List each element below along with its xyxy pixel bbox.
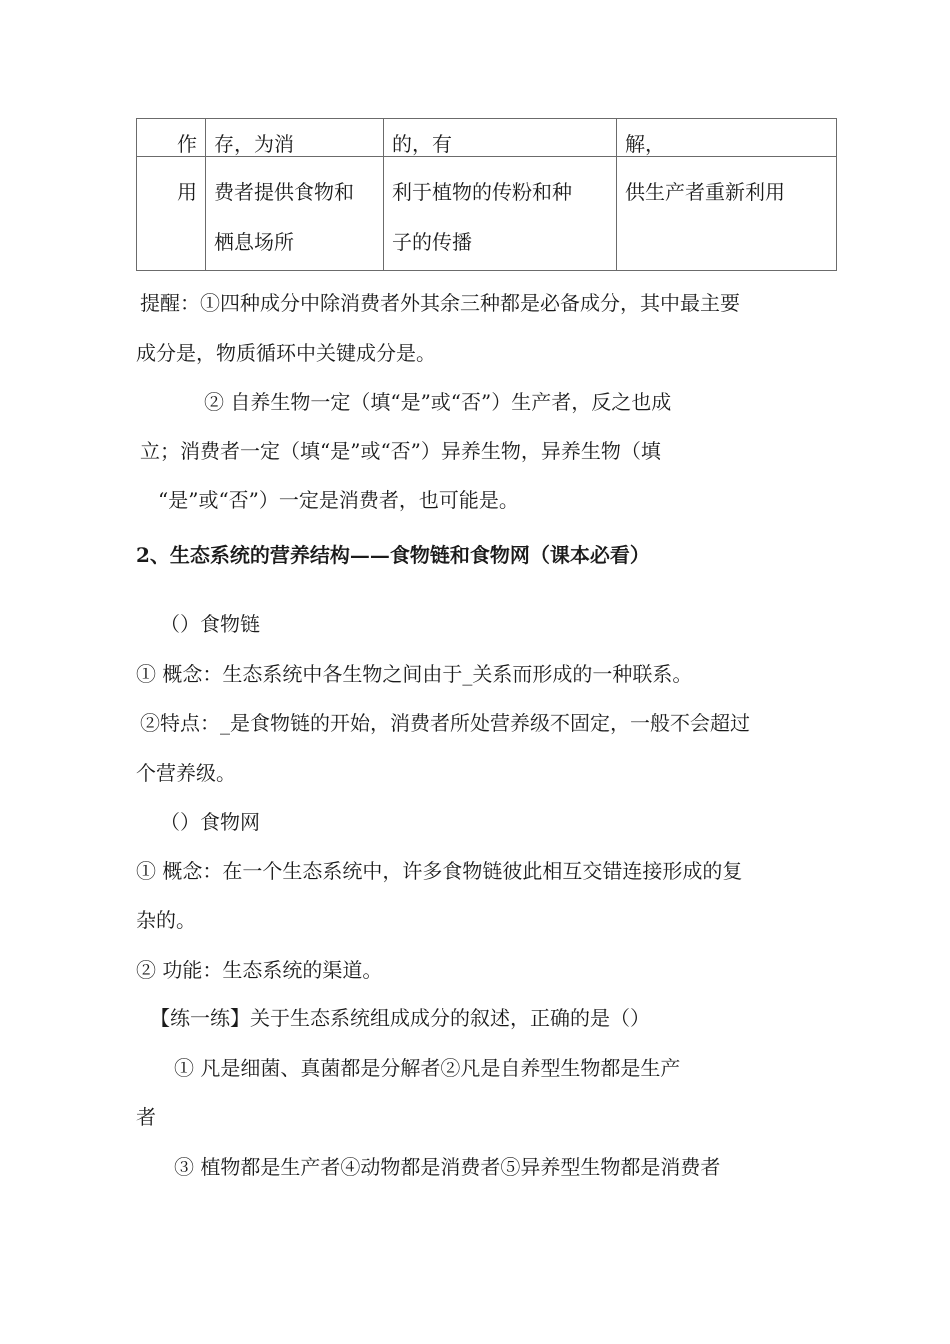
practice-option-line-2: ③ 植物都是生产者④动物都是消费者⑤异养型生物都是消费者 <box>174 1155 721 1179</box>
cell-line: 利于植物的传粉和种 <box>392 180 572 204</box>
subheading-food-web: （）食物网 <box>160 810 260 834</box>
table-row <box>137 157 837 271</box>
practice-option-line-1-cont: 者 <box>136 1105 156 1129</box>
table-cell <box>384 157 617 271</box>
cell-text: 存，为消 <box>214 132 294 156</box>
cell-text: 解， <box>625 132 665 156</box>
section-heading-text: 2、生态系统的营养结构——食物链和食物网（ <box>136 543 550 567</box>
tip-line-1-cont: 成分是，物质循环中关键成分是。 <box>136 341 436 365</box>
practice-question: 【练一练】关于生态系统组成成分的叙述，正确的是（） <box>150 1006 650 1030</box>
table-cell <box>617 157 837 271</box>
table-cell <box>206 119 384 157</box>
table-header-cell <box>137 157 206 271</box>
subheading-food-chain: （）食物链 <box>160 612 260 636</box>
cell-text: 的，有 <box>392 132 452 156</box>
cell-text <box>384 157 616 267</box>
cell-line: 供生产者重新利用 <box>625 180 785 204</box>
section-heading-close: ） <box>629 543 650 567</box>
table-cell <box>617 119 837 157</box>
table-cell <box>206 157 384 271</box>
tip-line-1: 提醒：①四种成分中除消费者外其余三种都是必备成分，其中最主要 <box>140 291 740 315</box>
tip-line-2-cont-1: 立；消费者一定（填“是”或“否”）异养生物，异养生物（填 <box>140 439 661 463</box>
food-web-concept-cont: 杂的。 <box>136 908 196 932</box>
cell-text <box>206 157 383 267</box>
food-chain-concept: ① 概念：生态系统中各生物之间由于_关系而形成的一种联系。 <box>136 662 693 686</box>
food-chain-feature: ②特点：_是食物链的开始，消费者所处营养级不固定，一般不会超过 <box>140 711 750 735</box>
food-web-function: ② 功能：生态系统的渠道。 <box>136 958 383 982</box>
food-chain-feature-cont: 个营养级。 <box>136 761 236 785</box>
function-table <box>136 118 837 271</box>
table-row <box>137 119 837 157</box>
tip-line-2-cont-2: “是”或“否”）一定是消费者，也可能是。 <box>158 488 519 512</box>
practice-option-line-1: ① 凡是细菌、真菌都是分解者②凡是自养型生物都是生产 <box>174 1056 681 1080</box>
cell-line: 费者提供食物和 <box>214 180 354 204</box>
tip-line-2: ② 自养生物一定（填“是”或“否”）生产者，反之也成 <box>204 390 672 414</box>
cell-text <box>617 157 836 217</box>
food-web-concept: ① 概念：在一个生态系统中，许多食物链彼此相互交错连接形成的复 <box>136 859 743 883</box>
section-heading <box>136 543 650 567</box>
header-text-top: 作 <box>177 132 197 156</box>
header-text-bottom: 用 <box>177 180 197 204</box>
table-cell <box>384 119 617 157</box>
cell-line: 栖息场所 <box>214 230 294 254</box>
section-heading-emphasis: 课本必看 <box>549 543 630 567</box>
table-header-cell <box>137 119 206 157</box>
cell-line: 子的传播 <box>392 230 472 254</box>
